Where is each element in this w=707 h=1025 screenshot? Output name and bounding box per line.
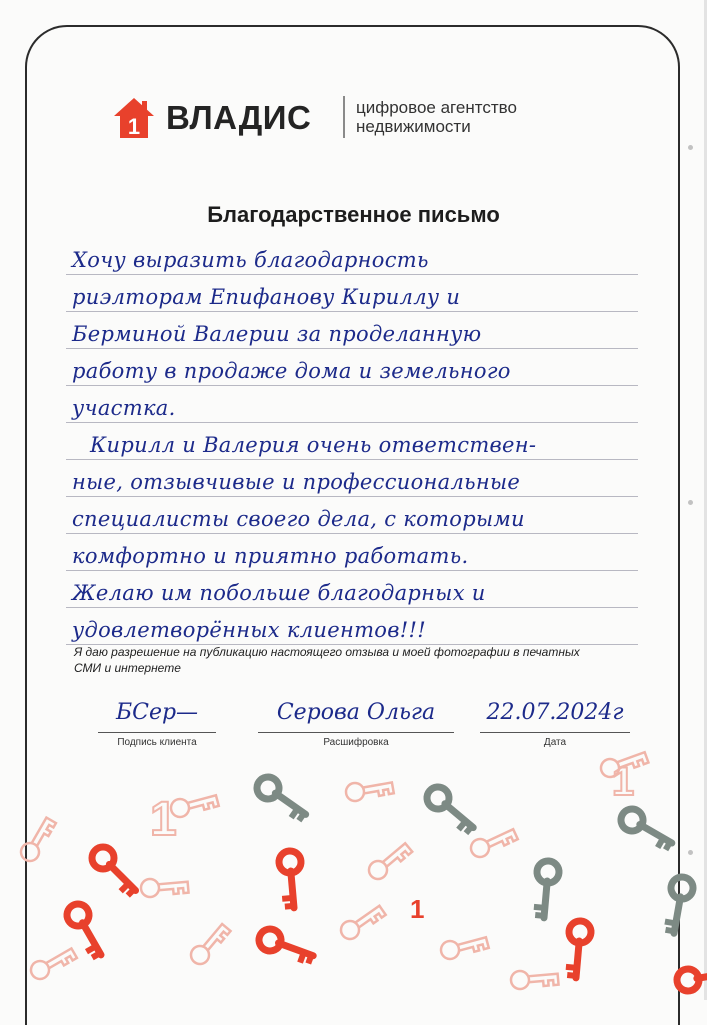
signature-label: Подпись клиента (117, 737, 197, 748)
logo-divider (343, 96, 345, 138)
key-icon (18, 747, 707, 993)
publication-consent: Я даю разрешение на публикацию настоящего отзыва и моей фотографии в печатных СМИ и интернете (74, 645, 580, 675)
name-label: Расшифровка (323, 737, 389, 748)
client-name: Серова Ольга (276, 700, 436, 725)
client-signature: БСер— (115, 700, 199, 725)
review-line: Желаю им побольше благодарных и (66, 571, 638, 608)
brand-name: ВЛАДИС (166, 99, 312, 136)
review-line: специалисты своего дела, с которыми (66, 497, 638, 534)
binder-hole (688, 500, 693, 505)
svg-text:1: 1 (150, 793, 177, 846)
review-line: удовлетворённых клиентов!!! (66, 608, 638, 645)
house-logo-icon (112, 96, 156, 140)
review-line: Кирилл и Валерия очень ответствен- (66, 423, 638, 460)
review-line: работу в продаже дома и земельного (66, 349, 638, 386)
svg-text:1: 1 (612, 760, 635, 804)
review-line: риэлторам Епифанову Кириллу и (66, 275, 638, 312)
signature-line (98, 732, 216, 733)
svg-text:1: 1 (410, 894, 425, 924)
handwritten-review (66, 238, 638, 645)
review-line: Хочу выразить благодарность (66, 238, 638, 275)
signature-date: 22.07.2024г (486, 700, 624, 725)
name-line (258, 732, 454, 733)
review-line: комфортно и приятно работать. (66, 534, 638, 571)
letter-title: Благодарственное письмо (207, 202, 500, 227)
brand-tagline (356, 98, 517, 136)
tagline-line-2: недвижимости (356, 117, 471, 136)
key-pattern-decoration (0, 740, 707, 1000)
review-line: участка. (66, 386, 638, 423)
review-line: ные, отзывчивые и профессиональные (66, 460, 638, 497)
review-line: Берминой Валерии за проделанную (66, 312, 638, 349)
binder-hole (688, 145, 693, 150)
logo-digit: 1 (127, 114, 141, 139)
date-line (480, 732, 630, 733)
tagline-line-1: цифровое агентство (356, 98, 517, 117)
date-label: Дата (543, 737, 567, 748)
